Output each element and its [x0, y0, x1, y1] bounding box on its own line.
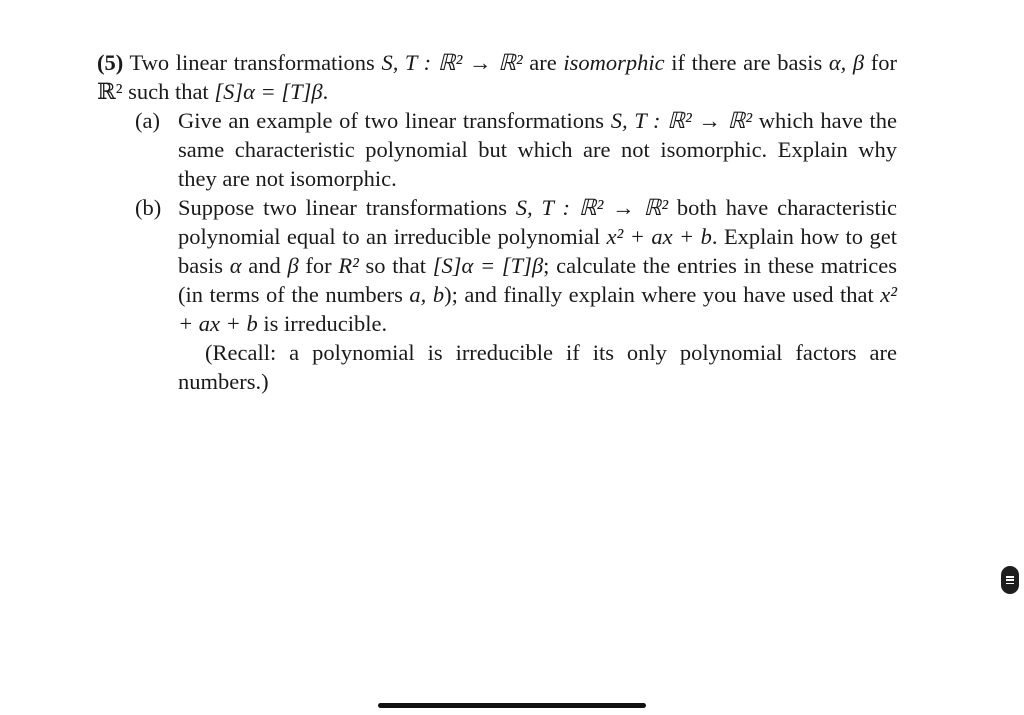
intro-text-4: for	[864, 50, 897, 75]
intro-text-5: such that	[122, 79, 215, 104]
part-b-math-2: x² + ax + b	[606, 224, 712, 249]
part-b-label: (b)	[135, 195, 162, 220]
part-b-text-6: so that	[358, 253, 433, 278]
intro-math-2: α, β	[828, 50, 865, 75]
intro-end: .	[322, 79, 329, 104]
part-a-math-1: S, T : ℝ² → ℝ²	[610, 108, 753, 133]
part-a-label: (a)	[135, 108, 160, 133]
part-b-text-4: and	[241, 253, 288, 278]
home-indicator-bar[interactable]	[378, 703, 646, 708]
part-b	[97, 193, 897, 338]
part-b-math-5: R²	[338, 253, 359, 278]
part-b-math-7: a, b	[409, 282, 445, 307]
part-b-math-4: β	[287, 253, 299, 278]
intro-math-1: S, T : ℝ² → ℝ²	[381, 50, 523, 75]
part-b-text-7: ; calculate the entries in these matrices (in terms of the numbers	[178, 253, 898, 307]
part-b-text-2: both have characteristic polynomial equal to an irreducible polynomial	[178, 195, 897, 249]
intro-emphasis: isomorphic	[563, 50, 665, 75]
part-b-text-3: . Explain how to get basis	[178, 224, 897, 278]
menu-lines-icon	[1006, 576, 1014, 584]
intro-text-3: if there are basis	[664, 50, 829, 75]
part-a-text-2: which have the same characteristic polynomial but which are not isomorphic. Explain why they are not isomorphic.	[178, 108, 898, 191]
intro-math-4: [S]α = [T]β	[214, 79, 323, 104]
part-b-text-1: Suppose two linear transformations	[178, 195, 516, 220]
part-b-math-8: x² + ax + b	[178, 282, 898, 336]
intro-text-1: Two linear transformations	[129, 50, 382, 75]
part-b-math-1: S, T : ℝ² → ℝ²	[515, 195, 669, 220]
part-b-text-5: for	[298, 253, 339, 278]
intro-math-3: ℝ²	[97, 79, 123, 104]
part-b-math-6: [S]α = [T]β	[432, 253, 544, 278]
problem-number: (5)	[97, 50, 124, 75]
part-a-text-1: Give an example of two linear transformations	[178, 108, 611, 133]
intro-text-2: are	[522, 50, 564, 75]
document-body	[97, 48, 897, 396]
part-a	[97, 106, 897, 193]
problem-intro	[97, 48, 897, 106]
part-b-math-3: α	[229, 253, 242, 278]
part-b-text-8: ); and finally explain where you have used that	[444, 282, 881, 307]
scroll-handle-button[interactable]	[1001, 566, 1019, 594]
part-b-text-9: is irreducible.	[257, 311, 388, 336]
recall-note: (Recall: a polynomial is irreducible if its only polynomial factors are numbers.)	[178, 340, 897, 394]
